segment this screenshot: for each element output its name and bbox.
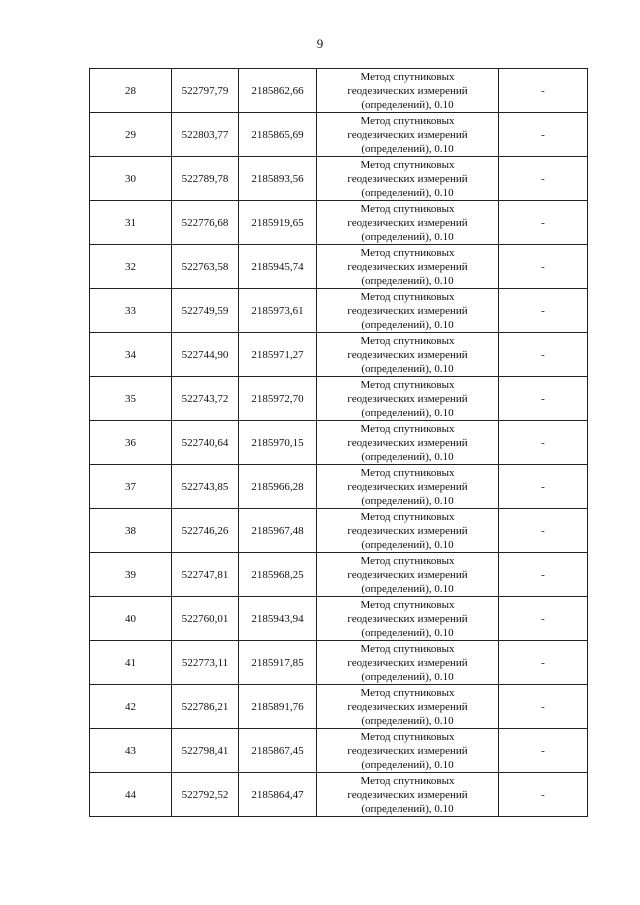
method-line: (определений), 0.10 <box>361 142 454 155</box>
coord-y-cell: 2185968,25 <box>239 553 317 597</box>
table-row <box>90 597 588 641</box>
method-line: (определений), 0.10 <box>361 450 454 463</box>
method-line: Метод спутниковых <box>360 202 455 215</box>
method-cell <box>317 289 499 333</box>
point-number-cell: 35 <box>90 377 172 421</box>
method-line: Метод спутниковых <box>360 114 455 127</box>
method-line: (определений), 0.10 <box>361 802 454 815</box>
method-line: (определений), 0.10 <box>361 186 454 199</box>
method-line: геодезических измерений <box>347 480 468 493</box>
description-cell: - <box>499 157 588 201</box>
method-line: (определений), 0.10 <box>361 494 454 507</box>
coord-y-cell: 2185945,74 <box>239 245 317 289</box>
description-cell: - <box>499 289 588 333</box>
description-cell: - <box>499 69 588 113</box>
table-row <box>90 465 588 509</box>
method-line: геодезических измерений <box>347 436 468 449</box>
method-line: геодезических измерений <box>347 788 468 801</box>
coord-y-cell: 2185973,61 <box>239 289 317 333</box>
table-row <box>90 245 588 289</box>
method-line: Метод спутниковых <box>360 466 455 479</box>
coord-y-cell: 2185972,70 <box>239 377 317 421</box>
coord-x-cell: 522792,52 <box>172 773 239 817</box>
description-cell: - <box>499 685 588 729</box>
method-cell <box>317 685 499 729</box>
method-cell <box>317 113 499 157</box>
description-cell: - <box>499 421 588 465</box>
description-cell: - <box>499 773 588 817</box>
point-number-cell: 43 <box>90 729 172 773</box>
point-number-cell: 41 <box>90 641 172 685</box>
table-row <box>90 553 588 597</box>
point-number-cell: 28 <box>90 69 172 113</box>
description-cell: - <box>499 333 588 377</box>
method-line: (определений), 0.10 <box>361 230 454 243</box>
coordinates-table <box>89 68 588 817</box>
method-line: геодезических измерений <box>347 700 468 713</box>
method-line: (определений), 0.10 <box>361 538 454 551</box>
method-cell <box>317 553 499 597</box>
method-line: Метод спутниковых <box>360 334 455 347</box>
method-line: геодезических измерений <box>347 128 468 141</box>
coord-x-cell: 522789,78 <box>172 157 239 201</box>
method-line: геодезических измерений <box>347 612 468 625</box>
table-row <box>90 377 588 421</box>
method-line: Метод спутниковых <box>360 642 455 655</box>
description-cell: - <box>499 465 588 509</box>
coord-x-cell: 522747,81 <box>172 553 239 597</box>
coord-x-cell: 522760,01 <box>172 597 239 641</box>
method-cell <box>317 245 499 289</box>
table-row <box>90 685 588 729</box>
method-cell <box>317 157 499 201</box>
point-number-cell: 40 <box>90 597 172 641</box>
method-line: геодезических измерений <box>347 568 468 581</box>
method-line: Метод спутниковых <box>360 598 455 611</box>
coord-y-cell: 2185865,69 <box>239 113 317 157</box>
method-line: (определений), 0.10 <box>361 274 454 287</box>
coord-x-cell: 522776,68 <box>172 201 239 245</box>
point-number-cell: 31 <box>90 201 172 245</box>
method-line: Метод спутниковых <box>360 774 455 787</box>
coord-y-cell: 2185867,45 <box>239 729 317 773</box>
method-line: Метод спутниковых <box>360 290 455 303</box>
point-number-cell: 42 <box>90 685 172 729</box>
method-line: Метод спутниковых <box>360 378 455 391</box>
coord-x-cell: 522763,58 <box>172 245 239 289</box>
coord-y-cell: 2185971,27 <box>239 333 317 377</box>
table-row <box>90 201 588 245</box>
coord-x-cell: 522798,41 <box>172 729 239 773</box>
method-line: (определений), 0.10 <box>361 406 454 419</box>
method-line: (определений), 0.10 <box>361 318 454 331</box>
method-line: Метод спутниковых <box>360 510 455 523</box>
description-cell: - <box>499 597 588 641</box>
coord-y-cell: 2185970,15 <box>239 421 317 465</box>
coord-y-cell: 2185967,48 <box>239 509 317 553</box>
method-line: геодезических измерений <box>347 656 468 669</box>
point-number-cell: 33 <box>90 289 172 333</box>
coord-x-cell: 522744,90 <box>172 333 239 377</box>
method-line: геодезических измерений <box>347 216 468 229</box>
method-cell <box>317 509 499 553</box>
method-cell <box>317 465 499 509</box>
table-row <box>90 509 588 553</box>
coord-x-cell: 522797,79 <box>172 69 239 113</box>
point-number-cell: 44 <box>90 773 172 817</box>
description-cell: - <box>499 553 588 597</box>
method-line: (определений), 0.10 <box>361 714 454 727</box>
method-line: геодезических измерений <box>347 744 468 757</box>
coord-x-cell: 522746,26 <box>172 509 239 553</box>
method-cell <box>317 597 499 641</box>
method-line: Метод спутниковых <box>360 422 455 435</box>
coord-x-cell: 522740,64 <box>172 421 239 465</box>
description-cell: - <box>499 245 588 289</box>
point-number-cell: 32 <box>90 245 172 289</box>
point-number-cell: 29 <box>90 113 172 157</box>
point-number-cell: 37 <box>90 465 172 509</box>
coord-x-cell: 522743,85 <box>172 465 239 509</box>
method-cell <box>317 641 499 685</box>
point-number-cell: 39 <box>90 553 172 597</box>
method-line: (определений), 0.10 <box>361 670 454 683</box>
table-row <box>90 641 588 685</box>
table-row <box>90 157 588 201</box>
method-cell <box>317 773 499 817</box>
coord-y-cell: 2185893,56 <box>239 157 317 201</box>
method-line: геодезических измерений <box>347 304 468 317</box>
method-line: геодезических измерений <box>347 524 468 537</box>
description-cell: - <box>499 509 588 553</box>
table-row <box>90 113 588 157</box>
description-cell: - <box>499 201 588 245</box>
method-cell <box>317 201 499 245</box>
coord-y-cell: 2185943,94 <box>239 597 317 641</box>
method-cell <box>317 333 499 377</box>
point-number-cell: 34 <box>90 333 172 377</box>
description-cell: - <box>499 729 588 773</box>
description-cell: - <box>499 377 588 421</box>
coord-y-cell: 2185966,28 <box>239 465 317 509</box>
method-line: Метод спутниковых <box>360 730 455 743</box>
coord-x-cell: 522786,21 <box>172 685 239 729</box>
page-number: 9 <box>316 36 324 51</box>
coord-y-cell: 2185919,65 <box>239 201 317 245</box>
coord-x-cell: 522773,11 <box>172 641 239 685</box>
table-row <box>90 69 588 113</box>
method-line: (определений), 0.10 <box>361 758 454 771</box>
coord-y-cell: 2185891,76 <box>239 685 317 729</box>
method-line: геодезических измерений <box>347 348 468 361</box>
coord-y-cell: 2185917,85 <box>239 641 317 685</box>
point-number-cell: 30 <box>90 157 172 201</box>
method-line: (определений), 0.10 <box>361 626 454 639</box>
coord-x-cell: 522743,72 <box>172 377 239 421</box>
description-cell: - <box>499 113 588 157</box>
point-number-cell: 36 <box>90 421 172 465</box>
table-row <box>90 729 588 773</box>
coord-x-cell: 522749,59 <box>172 289 239 333</box>
coordinates-table-body <box>90 69 588 817</box>
description-cell: - <box>499 641 588 685</box>
method-cell <box>317 729 499 773</box>
method-line: Метод спутниковых <box>360 686 455 699</box>
method-cell <box>317 421 499 465</box>
table-row <box>90 773 588 817</box>
table-row <box>90 421 588 465</box>
point-number-cell: 38 <box>90 509 172 553</box>
method-line: геодезических измерений <box>347 172 468 185</box>
coord-x-cell: 522803,77 <box>172 113 239 157</box>
method-line: (определений), 0.10 <box>361 582 454 595</box>
table-row <box>90 333 588 377</box>
method-line: Метод спутниковых <box>360 158 455 171</box>
method-line: Метод спутниковых <box>360 554 455 567</box>
method-line: Метод спутниковых <box>360 70 455 83</box>
method-cell <box>317 69 499 113</box>
method-cell <box>317 377 499 421</box>
method-line: геодезических измерений <box>347 84 468 97</box>
method-line: геодезических измерений <box>347 260 468 273</box>
table-row <box>90 289 588 333</box>
coord-y-cell: 2185864,47 <box>239 773 317 817</box>
method-line: геодезических измерений <box>347 392 468 405</box>
method-line: (определений), 0.10 <box>361 98 454 111</box>
method-line: Метод спутниковых <box>360 246 455 259</box>
coord-y-cell: 2185862,66 <box>239 69 317 113</box>
method-line: (определений), 0.10 <box>361 362 454 375</box>
